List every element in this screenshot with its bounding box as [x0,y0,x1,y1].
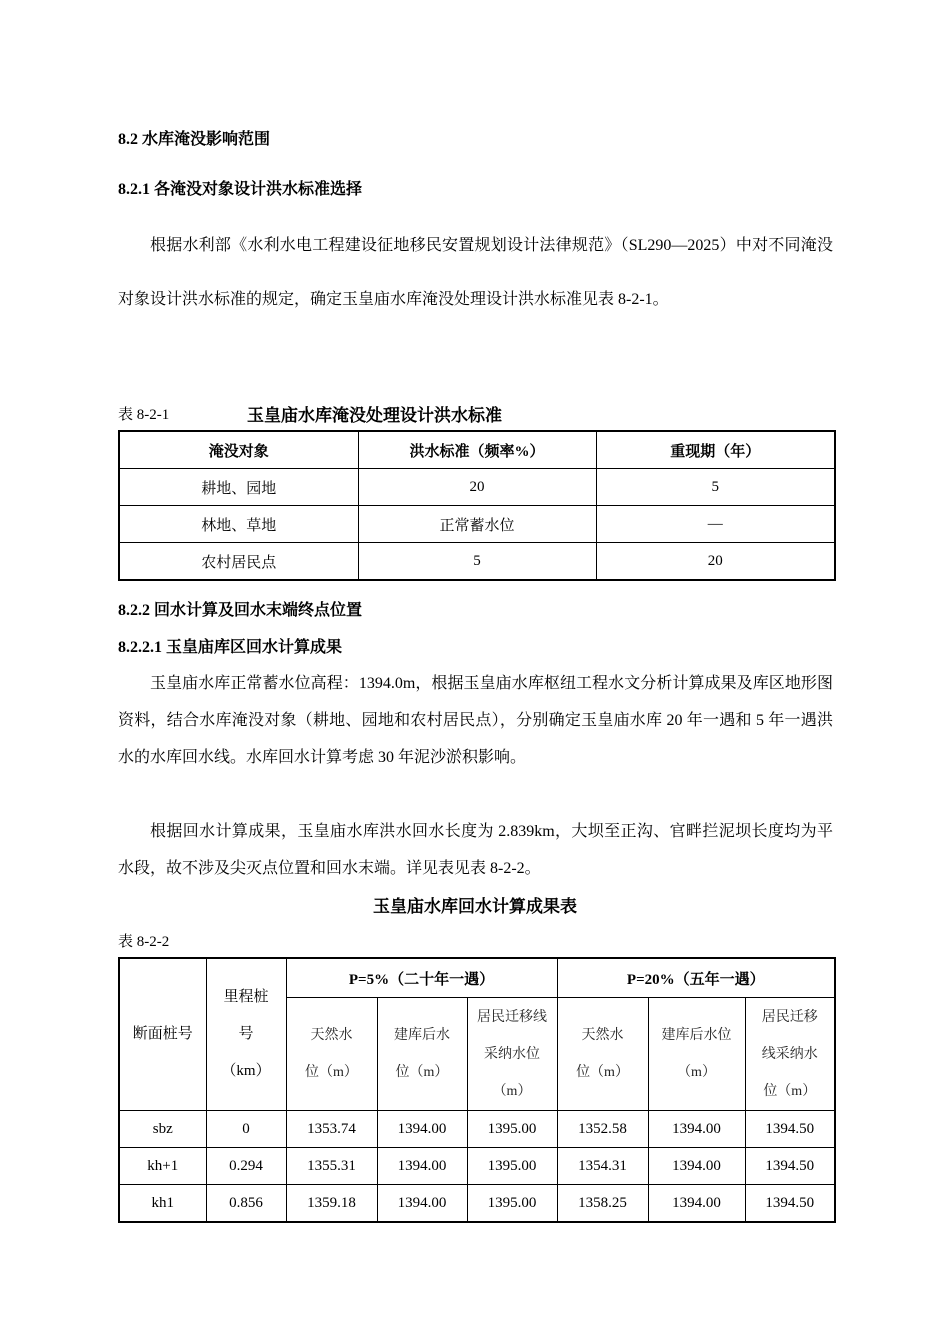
table-header-row [119,958,835,998]
section-heading: 8.2 水库淹没影响范围 [118,131,271,148]
table-cell: 1394.00 [648,1185,745,1223]
paragraph-backwater-result: 根据回水计算成果，玉皇庙水库洪水回水长度为 2.839km，大坝至正沟、官畔拦泥坝长度均为平水段，故不涉及尖灭点位置和回水末端。详见表见表 8-2-2。 [118,823,833,877]
table-cell: 0.294 [206,1148,286,1185]
paragraph-flood-standard: 根据水利部《水利水电工程建设征地移民安置规划设计法律规范》（SL290—2025）中对不同淹没对象设计洪水标准的规定，确定玉皇庙水库淹没处理设计洪水标准见表 8-2-1。 [118,237,833,308]
table-cell: 农村居民点 [119,543,358,581]
table-cell: 1353.74 [286,1111,377,1148]
header-cell: 洪水标准（频率%） [358,431,596,469]
section2-subheading: 8.2.2.1 玉皇庙库区回水计算成果 [118,639,343,656]
table-cell: 1354.31 [557,1148,648,1185]
table2-title: 玉皇庙水库回水计算成果表 [373,897,577,916]
table-cell: 1352.58 [557,1111,648,1148]
table-row [119,506,835,543]
subsection-heading: 8.2.1 各淹没对象设计洪水标准选择 [118,181,363,198]
table-cell: 1359.18 [286,1185,377,1223]
table2-label: 表 8-2-2 [118,934,170,950]
flood-standard-table [118,430,836,581]
subheader-cell: 居民迁移线采纳水位（m） [745,998,835,1111]
table-cell: kh1 [119,1185,206,1223]
table-cell: 1394.50 [745,1111,835,1148]
header-cell-mileage: 里程桩号（km） [206,958,286,1111]
paragraph-backwater: 玉皇庙水库正常蓄水位高程：1394.0m，根据玉皇庙水库枢纽工程水文分析计算成果及库区地形图资料，结合水库淹没对象（耕地、园地和农村居民点），分别确定玉皇庙水库 20 年一遇和 5 年一遇洪水的水库回水线。水库回水计算考虑 30 年泥沙淤积影响。 [118,675,833,766]
table-cell: — [596,506,835,543]
table-cell: kh+1 [119,1148,206,1185]
table-cell: 20 [358,469,596,506]
header-group-p20: P=20%（五年一遇） [557,958,835,998]
table-cell: sbz [119,1111,206,1148]
table-cell: 1394.50 [745,1148,835,1185]
header-cell: 淹没对象 [119,431,358,469]
table-cell: 0.856 [206,1185,286,1223]
table-cell: 5 [596,469,835,506]
subheader-cell: 居民迁移线采纳水位（m） [467,998,557,1111]
header-group-p5: P=5%（二十年一遇） [286,958,557,998]
table-cell: 1395.00 [467,1111,557,1148]
backwater-result-table [118,957,836,1223]
section2-heading: 8.2.2 回水计算及回水末端终点位置 [118,602,363,619]
table-cell: 1395.00 [467,1185,557,1223]
header-cell: 重现期（年） [596,431,835,469]
table-cell: 正常蓄水位 [358,506,596,543]
table-row [119,469,835,506]
subheader-cell: 建库后水位（m） [377,998,467,1111]
table-row [119,1185,835,1223]
table-row [119,1148,835,1185]
table-cell: 1394.50 [745,1185,835,1223]
table-cell: 1358.25 [557,1185,648,1223]
table-cell: 1394.00 [648,1148,745,1185]
table1-title: 玉皇庙水库淹没处理设计洪水标准 [247,406,502,425]
subheader-cell: 天然水位（m） [557,998,648,1111]
subheader-cell: 建库后水位（m） [648,998,745,1111]
table-cell: 1394.00 [377,1148,467,1185]
table-cell: 1394.00 [648,1111,745,1148]
table-row [119,543,835,581]
subheader-cell: 天然水位（m） [286,998,377,1111]
table-cell: 1355.31 [286,1148,377,1185]
table1-label: 表 8-2-1 [118,407,170,423]
table-cell: 林地、草地 [119,506,358,543]
table-cell: 1394.00 [377,1111,467,1148]
table-header-row [119,431,835,469]
header-cell-section: 断面桩号 [119,958,206,1111]
table-cell: 1394.00 [377,1185,467,1223]
table-cell: 20 [596,543,835,581]
table-cell: 耕地、园地 [119,469,358,506]
table-cell: 1395.00 [467,1148,557,1185]
table-cell: 5 [358,543,596,581]
table-cell: 0 [206,1111,286,1148]
table-row [119,1111,835,1148]
